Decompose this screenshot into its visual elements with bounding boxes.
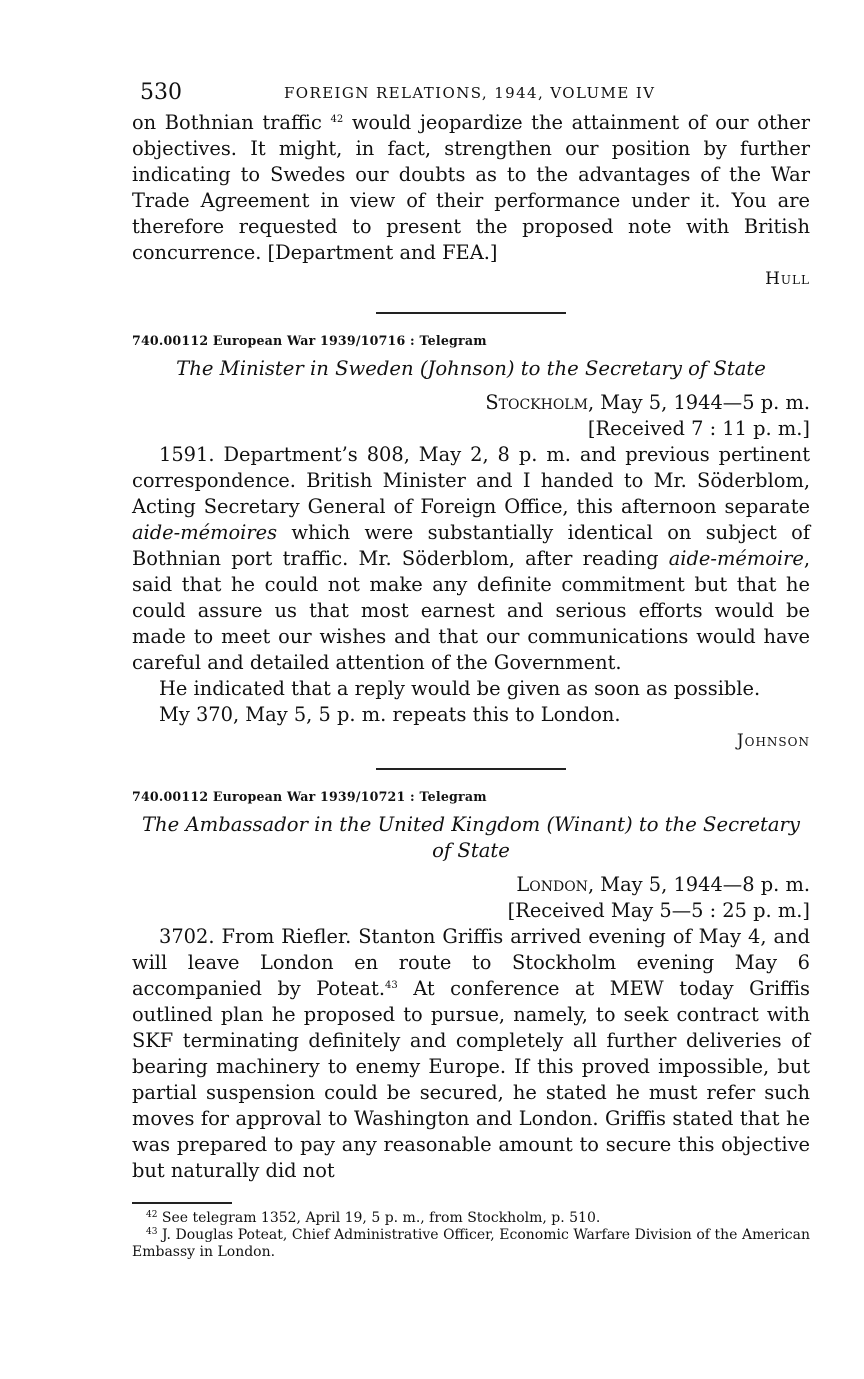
file-number: 740.00112 European War 1939/10716 : Telegram <box>132 333 487 348</box>
footnote-ref-42[interactable]: 42 <box>330 114 344 125</box>
running-title: FOREIGN RELATIONS, 1944, VOLUME IV <box>284 84 656 102</box>
page-number: 530 <box>140 80 182 105</box>
document-title: The Minister in Sweden (Johnson) to the Secretary of State <box>176 357 766 380</box>
dateline-date: , May 5, 1944—5 p. m. <box>587 391 810 414</box>
section-divider <box>376 768 566 770</box>
dateline-place: Stockholm <box>485 391 588 414</box>
dateline <box>132 872 810 898</box>
section-divider <box>376 312 566 314</box>
received-line: [Received 7 : 11 p. m.] <box>587 417 810 440</box>
signature-hull: Hull <box>765 269 810 289</box>
file-number: 740.00112 European War 1939/10721 : Telegram <box>132 789 487 804</box>
footnote: $^{43}$ J. Douglas Poteat, Chief Administrative Officer, Economic Warfare Division of the American Embassy in London. <box>132 1227 810 1260</box>
telegram-paragraph: 1591. Department’s 808, May 2, 8 p. m. and previous pertinent correspondence. British Minister and I handed to Mr. Söderblom, Acting Secretary General of Foreign Office, this afternoon separate aide-mémoires which were substantially identical on subject of Bothnian port traffic. Mr. Söderblom, after reading aide-mémoire, said that he could not make any definite commitment but that he could assure us that most earnest and serious efforts would be made to meet our wishes and that our communications would have careful and detailed attention of the Government. <box>132 443 810 674</box>
dateline-place: London <box>516 873 588 896</box>
telegram-paragraph: My 370, May 5, 5 p. m. repeats this to London. <box>159 703 621 726</box>
telegram-paragraph: 3702. From Riefler. Stanton Griffis arrived evening of May 4, and will leave London en route to Stockholm evening May 6 accompanied by Poteat.$^{43}$ At conference at MEW today Griffis outlined plan he proposed to pursue, namely, to seek contract with SKF terminating definitely and completely all further deliveries of bearing machinery to enemy Europe. If this proved impossible, but partial suspension could be secured, he stated he must refer such moves for approval to Washington and London. Griffis stated that he was prepared to pay any reasonable amount to secure this objective but naturally did not <box>132 925 810 1182</box>
footnote-ref-43[interactable]: 43 <box>384 980 398 991</box>
dateline <box>132 390 810 416</box>
footnote: $^{42}$ See telegram 1352, April 19, 5 p. m., from Stockholm, p. 510. <box>146 1210 601 1226</box>
signature-johnson: Johnson <box>736 731 810 751</box>
document-title: The Ambassador in the United Kingdom (Winant) to the Secretary of State <box>141 813 800 862</box>
footnotes <box>132 1210 810 1261</box>
telegram-paragraph: He indicated that a reply would be given as soon as possible. <box>159 677 761 700</box>
footnote-rule <box>132 1202 232 1204</box>
document-page <box>132 78 810 1261</box>
running-head <box>132 78 810 110</box>
received-line: [Received May 5—5 : 25 p. m.] <box>507 899 810 922</box>
dateline-date: , May 5, 1944—8 p. m. <box>587 873 810 896</box>
continuation-paragraph: on Bothnian traffic $^{42}$ would jeopardize the attainment of our other objectives. It might, in fact, strengthen our position by further indicating to Swedes our doubts as to the advantages of the War Trade Agreement in view of their performance under it. You are therefore requested to present the proposed note with British concurrence. [Department and FEA.] <box>132 111 810 264</box>
